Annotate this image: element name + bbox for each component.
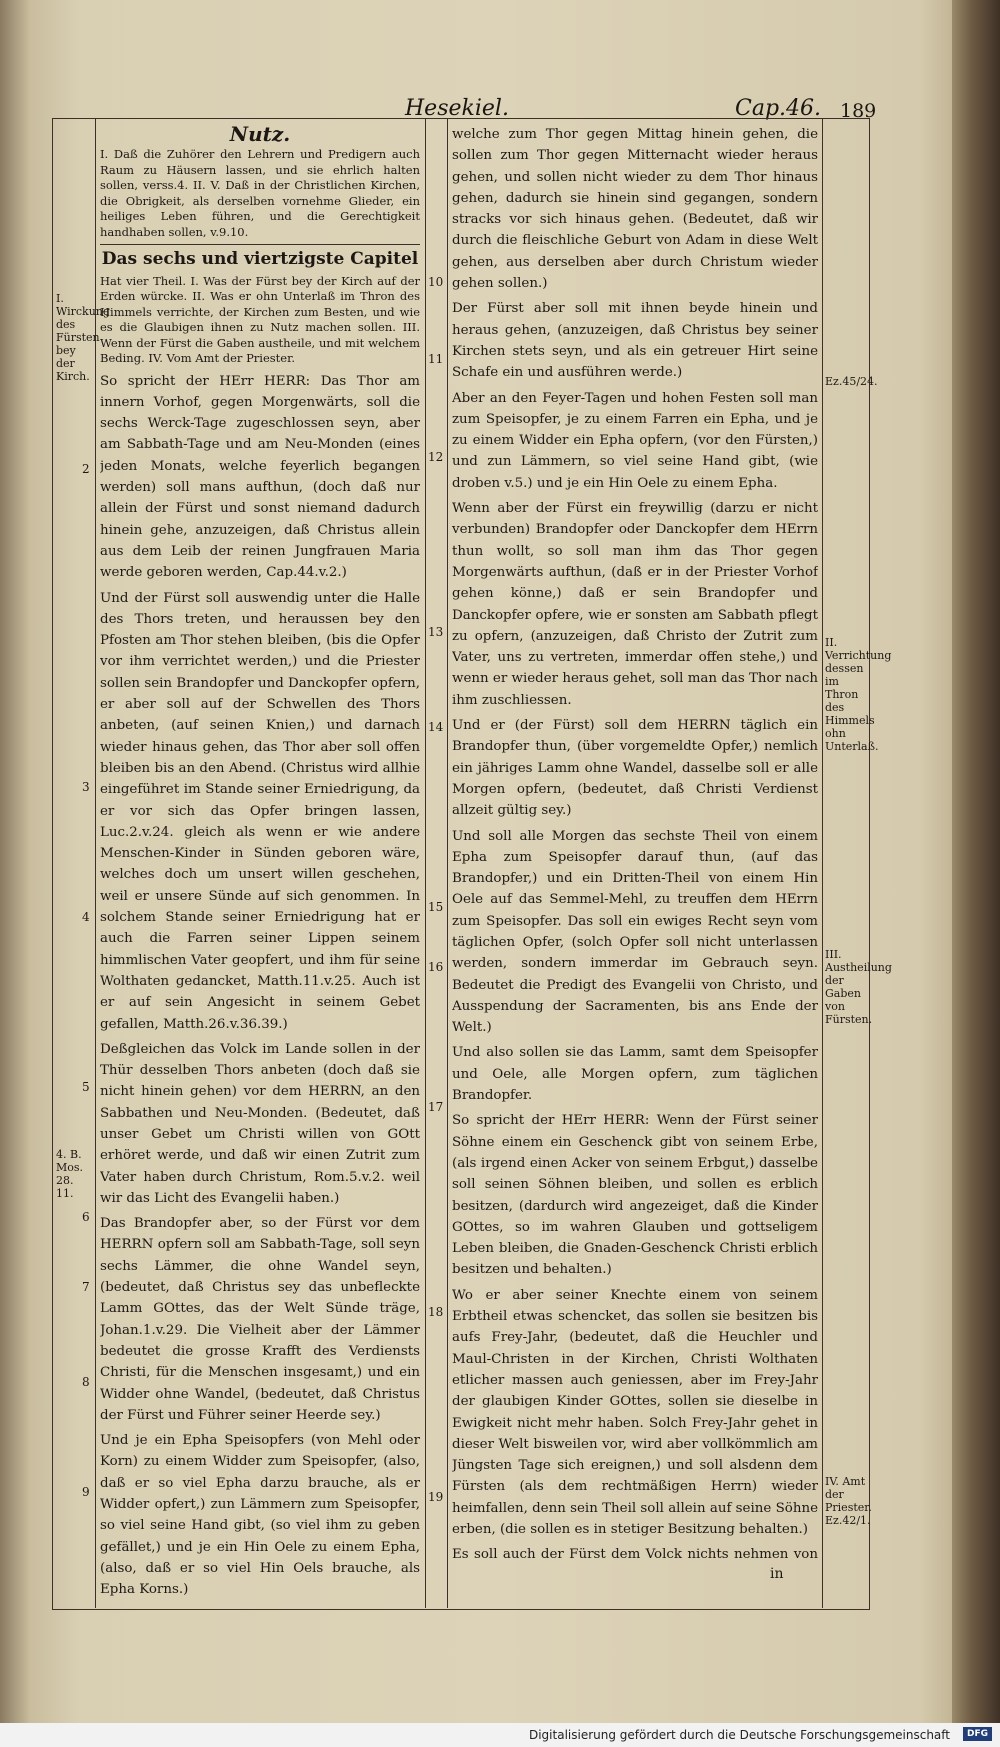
verse-10: Der Fürst aber soll mit ihnen beyde hinein und heraus gehen, (anzuzeigen, daß Christus bey seiner Kirchen stets seyn, und als ein getreuer Hirt seine Schafe ein und ausführen werde.) (452, 301, 818, 381)
chapter-title: Das sechs und viertzigste Capitel (101, 249, 419, 270)
verse-number: 9 (82, 1485, 90, 1499)
running-head-chapter: Cap.46. (735, 96, 822, 121)
nutz-text: I. Daß die Zuhörer den Lehrern und Predigern auch Raum zu Häusern lassen, und sie ehrlich halten sollen, verss.4. II. V. Daß in der Christlichen Kirchen, die Obrigkeit, als derselben vornehme Glieder, ein heiliges Leben führen, und die Gerechtigkeit handhaben sollen, v.9.10. (100, 147, 420, 239)
verse-number: 19 (428, 1490, 444, 1504)
verse-number: 11 (428, 352, 444, 366)
page-number: 189 (840, 100, 877, 122)
margin-note-right-1: Ez.45/24. (825, 375, 878, 388)
verse-2: Und der Fürst soll auswendig unter die Halle des Thors treten, und heraussen bey den Pfosten am Thor stehen bleiben, (bis die Opfer vor ihm verrichtet werden,) und die Priester sollen sein Brandopfer und Danckopfer opfern, er aber soll auf der Schwellen des Thors anbeten, (auf seinen Knien,) und darnach wieder hinaus gehen, das Thor aber soll offen bleiben bis an den Abend. (Christus wird allhie eingeführet im Stande seiner Erniedrigung, da er vor sich das Opfer bringen lassen, Luc.2.v.24. gleich als wenn er wie andere Menschen-Kinder in Sünden geboren wäre, welches doch um unsert willen geschehen, weil er unsere Sünde auf sich genommen. In solchem Stande seiner Erniedrigung hat er auch die Farren seiner Lippen seinem himmlischen Vater geopfert, und ihm für seine Wolthaten gedancket, Matth.11.v.25. Auch ist er auf sein Angesicht in seinem Gebet gefallen, Matth.26.v.36.39.) (100, 590, 420, 1032)
verse-number: 2 (82, 462, 90, 476)
verse-15: Und also sollen sie das Lamm, samt dem Speisopfer und Oele, alle Morgen opfern, zum täglichen Brandopfer. (452, 1045, 818, 1104)
verse-number: 15 (428, 900, 444, 914)
verse-number: 16 (428, 960, 444, 974)
verse-3: Deßgleichen das Volck im Lande sollen in der Thür desselben Thors anbeten (doch daß sie nicht hinein gehen) vor dem HERRN, an den Sabbathen und Neu-Monden. (Bedeutet, daß unser Gebet um Christi willen von GOtt erhöret werde, und daß wir einen Zutrit zum Vater haben durch Christum, Rom.5.v.2. weil wir das Licht des Evangelii haben.) (100, 1041, 420, 1206)
section-divider (100, 244, 420, 245)
verse-17: Wo er aber seiner Knechte einem von seinem Erbtheil etwas schencket, das sollen sie besitzen bis aufs Frey-Jahr, (bedeutet, daß die Heuchler und Maul-Christen in der Kirchen, Christi Wolthaten etlicher massen auch geniessen, aber im Frey-Jahr der glaubigen Kinder GOttes, sollen sie dieselbe in Ewigkeit nicht mehr haben. Solch Frey-Jahr gehet in dieser Welt bisweilen vor, wird aber vollkömmlich am Jüngsten Tage sich ereignen,) und soll alsdenn dem Fürsten (als dem rechtmäßigen Herrn) wieder heimfallen, denn sein Theil soll allein auf seine Söhne erben, (die sollen es in stetiger Besitzung behalten.) (452, 1287, 818, 1537)
left-column (100, 124, 420, 1602)
verse-number: 4 (82, 910, 90, 924)
verse-13: Und er (der Fürst) soll dem HERRN täglich ein Brandopfer thun, (über vorgemeldte Opfer,) nemlich ein jähriges Lamm ohne Wandel, dasselbe soll er alle Morgen opfern, (bedeutet, daß Christi Verdienst allzeit gültig sey.) (452, 718, 818, 819)
verse-number: 7 (82, 1280, 90, 1294)
verse-12: Wenn aber der Fürst ein freywillig (darzu er nicht verbunden) Brandopfer oder Danckopfer dem HErrn thun wollt, so soll man ihm das Thor gegen Morgenwärts aufthun, (daß er in der Priester Vorhof gehen könne,) daß er sein Brandopfer und Danckopfer opfere, wie er sonsten am Sabbath pflegt zu opfern, (anzuzeigen, daß Christo der Zutrit zum Vater, uns zu vertreten, immerdar offen stehe,) und wenn er wieder heraus gehet, soll man das Thor nach ihm zuschliessen. (452, 501, 818, 708)
verse-number: 3 (82, 780, 90, 794)
verse-number: 8 (82, 1375, 90, 1389)
verse-number: 5 (82, 1080, 90, 1094)
verse-14: Und soll alle Morgen das sechste Theil von einem Epha zum Speisopfer darauf thun, (auf das Brandopfer,) und ein Dritten-Theil von einem Hin Oele auf das Semmel-Mehl, zu treuffen dem HErrn zum Speisopfer. Das soll ein ewiges Recht seyn vom täglichen Opfer, (solch Opfer soll nicht unterlassen werden, sondern immerdar im Gebrauch seyn. Bedeutet die Predigt des Evangelii von Christo, und Ausspendung der Sacramenten, bis ans Ende der Welt.) (452, 828, 818, 1036)
verse-number: 12 (428, 450, 444, 464)
margin-note-right-2: II. Verrichtung dessen im Thron des Himmels ohn Unterlaß. (825, 636, 892, 753)
margin-note-right-3: III. Austheilung der Gaben von Fürsten. (825, 948, 892, 1026)
footer-text: Digitalisierung gefördert durch die Deutsche Forschungsgemeinschaft (528, 1728, 950, 1742)
verse-1: So spricht der HErr HERR: Das Thor am innern Vorhof, gegen Morgenwärts, soll die sechs Werck-Tage zugeschlossen seyn, aber am Sabbath-Tage und am Neu-Monden (eines jeden Monats, welche feyerlich begangen werden) soll mans aufthun, (doch daß nur allein der Fürst und sonst niemand dadurch hinein gehe, anzuzeigen, daß Christus allein aus dem Leib der reinen Jungfrauen Maria werde geboren werden, Cap.44.v.2.) (100, 373, 420, 581)
right-margin-rule (822, 118, 823, 1608)
column-rule (425, 118, 426, 1608)
verse-4: Das Brandopfer aber, so der Fürst vor dem HERRN opfern soll am Sabbath-Tage, soll seyn sechs Lämmer, die ohne Wandel seyn, (bedeutet, daß Christus sey das unbefleckte Lamm GOttes, das der Welt Sünde träge, Johan.1.v.29. Die Vielheit aber der Lämmer bedeutet die grosse Krafft des Verdiensts Christi, für die Menschen insgesamt,) und ein Widder ohne Wandel, (bedeutet, daß Christus der Fürst und Führer seiner Heerde sey.) (100, 1216, 420, 1423)
chapter-summary: Hat vier Theil. I. Was der Fürst bey der Kirch auf der Erden würcke. II. Was er ohn Unterlaß im Thron des Himmels verrichte, der Kirchen zum Besten, und wie es die Glaubigen ihnen zu Nutz machen sollen. III. Wenn der Fürst die Gaben austheile, und mit welchem Beding. IV. Vom Amt der Priester. (100, 273, 420, 366)
verse-5: Und je ein Epha Speisopfers (von Mehl oder Korn) zu einem Widder zum Speisopfer, (also, daß er so viel Epha darzu brauche, als er Widder opfert,) zun Lämmern zum Speisopfer, so viel seine Hand gibt, (so viel ihm zu geben gefället,) und je ein Hin Oele zu einem Epha, (also, daß er so viel Hin Oels brauche, als Epha Korns.) (100, 1433, 420, 1598)
running-head-book: Hesekiel. (405, 96, 509, 121)
verse-18: Es soll auch der Fürst dem Volck nichts nehmen von (452, 1547, 818, 1563)
verse-cont: welche zum Thor gegen Mittag hinein gehen, die sollen zum Thor gegen Mitternacht wieder heraus gehen, und sollen nicht wieder zu dem Thor hinaus gehen, dadurch sie hinein sind gegangen, sondern stracks vor sich hinaus gehen. (Bedeutet, daß wir durch die fleischliche Geburt von Adam in diese Welt gehen, aus derselben aber durch Christum wieder gehen sollen.) (452, 127, 818, 292)
page-edge (952, 0, 1000, 1747)
margin-note-right-4: IV. Amt der Priester. Ez.42/1. (825, 1475, 872, 1527)
verse-number: 18 (428, 1305, 444, 1319)
verse-number: 10 (428, 275, 444, 289)
verse-number: 17 (428, 1100, 444, 1114)
verse-11: Aber an den Feyer-Tagen und hohen Festen soll man zum Speisopfer, je zu einem Farren ein Epha, und je zu einem Widder ein Epha opfern, (vor den Fürsten,) und zun Lämmern, so viel seine Hand gibt, (wie droben v.5.) und je ein Hin Oele zu einem Epha. (452, 390, 818, 491)
nutz-section (100, 124, 420, 240)
verse-number: 14 (428, 720, 444, 734)
margin-note-left-1: I. Wirckung des Fürsten bey der Kirch. (56, 292, 110, 383)
verse-number: 6 (82, 1210, 90, 1224)
catchword: in (770, 1566, 784, 1582)
right-column (452, 124, 818, 1564)
column-rule-2 (447, 118, 448, 1608)
digitization-footer (0, 1723, 1000, 1747)
verse-number: 13 (428, 625, 444, 639)
verse-16: So spricht der HErr HERR: Wenn der Fürst seiner Söhne einem ein Geschenck gibt von seinem Erbe, (als irgend einen Acker von seinem Erbgut,) dasselbe soll seinen Söhnen bleiben, und sollen es erblich besitzen, (dardurch wird angezeiget, daß die Kinder GOttes, so im wahren Glauben und gottseligem Leben bleiben, die Gnaden-Geschenck Christi erblich besitzen und behalten.) (452, 1113, 818, 1278)
nutz-title: Nutz. (229, 124, 291, 146)
margin-note-left-2: 4. B. Mos. 28. 11. (56, 1148, 84, 1200)
dfg-logo: DFG (963, 1727, 992, 1741)
